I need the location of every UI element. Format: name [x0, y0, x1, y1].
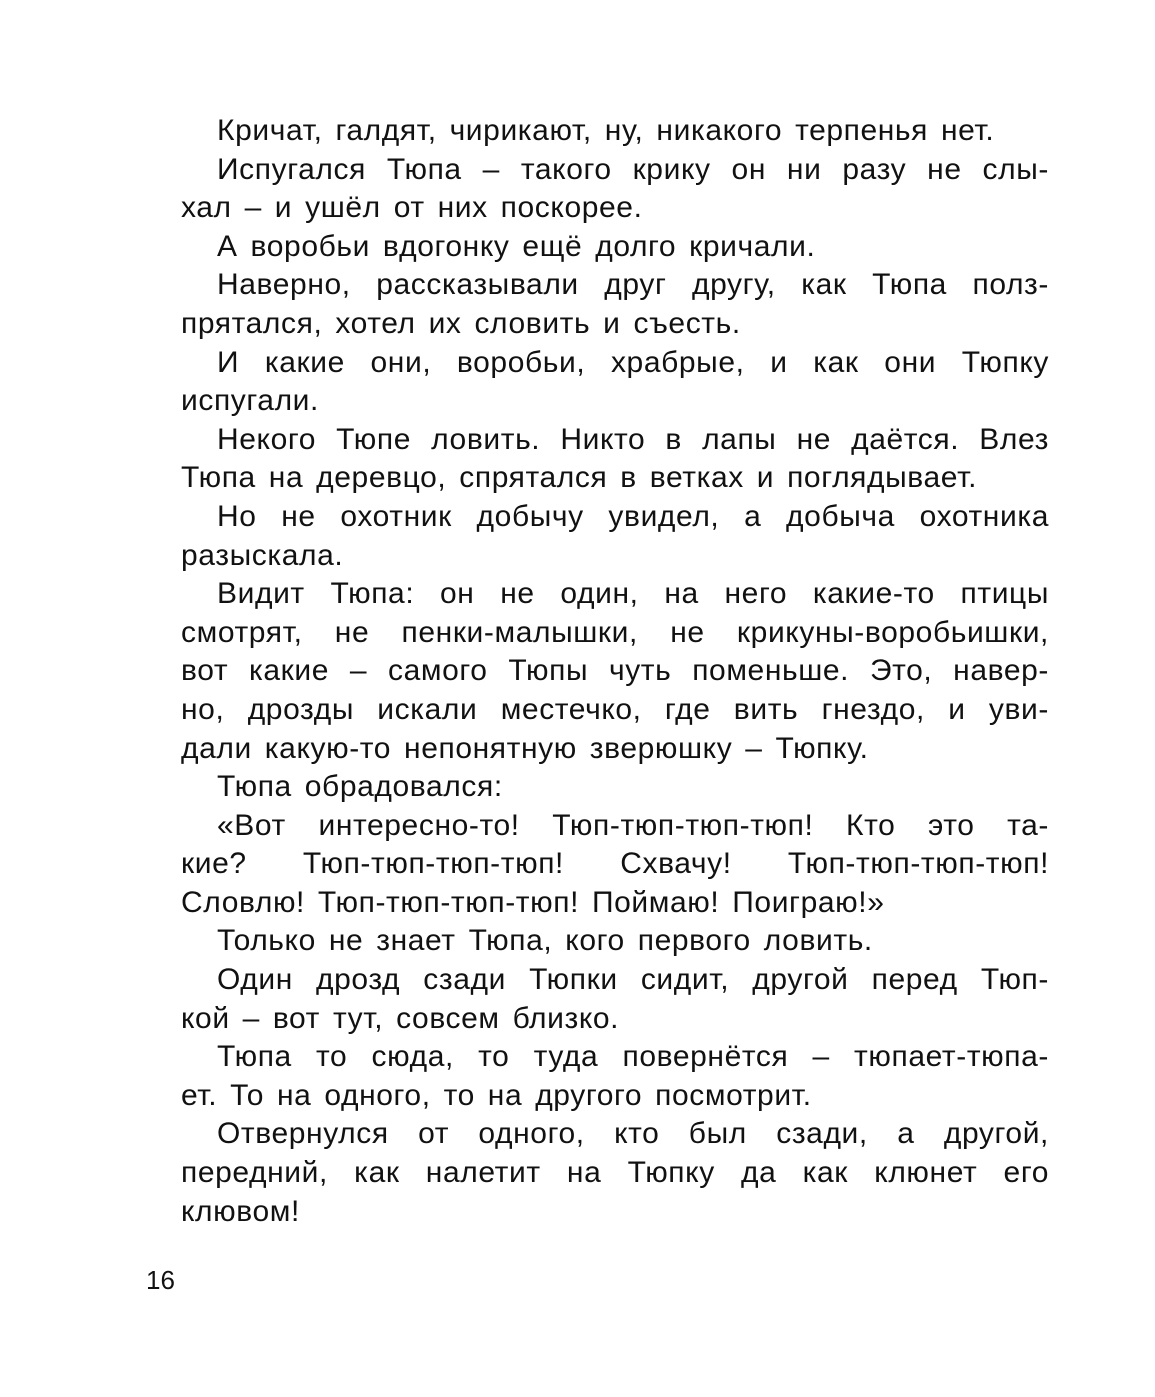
- text-line: дали какую-то непонятную зверюшку – Тюпку.: [181, 731, 869, 765]
- text-line: Некого Тюпе ловить. Никто в лапы не даётся. Влез: [217, 422, 1049, 456]
- text-line: Тюпа то сюда, то туда повернётся – тюпает-тюпа-: [217, 1040, 1049, 1074]
- text-line: кой – вот тут, совсем близко.: [181, 1001, 620, 1035]
- text-line: клювом!: [181, 1194, 300, 1228]
- text-line: разыскала.: [181, 538, 344, 572]
- paragraph: [145, 151, 1049, 228]
- paragraph: [145, 575, 1049, 768]
- text-line: Один дрозд сзади Тюпки сидит, другой перед Тюп-: [217, 963, 1049, 997]
- text-line: Но не охотник добычу увидел, а добыча охотника: [217, 499, 1049, 533]
- text-line: испугали.: [181, 384, 319, 418]
- text-line: А воробьи вдогонку ещё долго кричали.: [217, 229, 816, 263]
- text-line: кие? Тюп-тюп-тюп-тюп! Схвачу! Тюп-тюп-тюп-тюп!: [181, 847, 1049, 881]
- paragraph: [145, 768, 1049, 807]
- text-line: Отвернулся от одного, кто был сзади, а другой,: [217, 1117, 1049, 1151]
- paragraph: [145, 498, 1049, 575]
- text-line: передний, как налетит на Тюпку да как клюнет его: [181, 1156, 1049, 1190]
- text-line: Тюпа обрадовался:: [217, 770, 503, 804]
- paragraph: [145, 922, 1049, 961]
- text-line: Словлю! Тюп-тюп-тюп-тюп! Поймаю! Поиграю!»: [181, 885, 885, 919]
- paragraph: [145, 266, 1049, 343]
- body-text: [145, 112, 1049, 1231]
- text-line: прятался, хотел их словить и съесть.: [181, 306, 741, 340]
- text-line: Испугался Тюпа – такого крику он ни разу не слы-: [217, 152, 1049, 186]
- paragraph: [145, 112, 1049, 151]
- paragraph: [145, 1038, 1049, 1115]
- text-line: Видит Тюпа: он не один, на него какие-то птицы: [217, 577, 1049, 611]
- paragraph: [145, 961, 1049, 1038]
- text-line: хал – и ушёл от них поскорее.: [181, 191, 643, 225]
- text-line: Тюпа на деревцо, спрятался в ветках и поглядывает.: [181, 461, 978, 495]
- page-number: 16: [146, 1265, 175, 1295]
- text-line: «Вот интересно-то! Тюп-тюп-тюп-тюп! Кто это та-: [217, 808, 1049, 842]
- text-line: но, дрозды искали местечко, где вить гнездо, и уви-: [181, 692, 1049, 726]
- paragraph: [145, 421, 1049, 498]
- text-line: И какие они, воробьи, храбрые, и как они Тюпку: [217, 345, 1049, 379]
- paragraph: [145, 344, 1049, 421]
- paragraph: [145, 1115, 1049, 1231]
- text-line: Только не знает Тюпа, кого первого ловить.: [217, 924, 873, 958]
- text-line: смотрят, не пенки-малышки, не крикуны-воробьишки,: [181, 615, 1049, 649]
- text-line: вот какие – самого Тюпы чуть поменьше. Это, навер-: [181, 654, 1049, 688]
- text-line: Наверно, рассказывали друг другу, как Тюпа полз-: [217, 268, 1049, 302]
- text-line: ет. То на одного, то на другого посмотрит.: [181, 1078, 812, 1112]
- paragraph: [145, 228, 1049, 267]
- paragraph: [145, 807, 1049, 923]
- text-line: Кричат, галдят, чирикают, ну, никакого терпенья нет.: [217, 114, 995, 147]
